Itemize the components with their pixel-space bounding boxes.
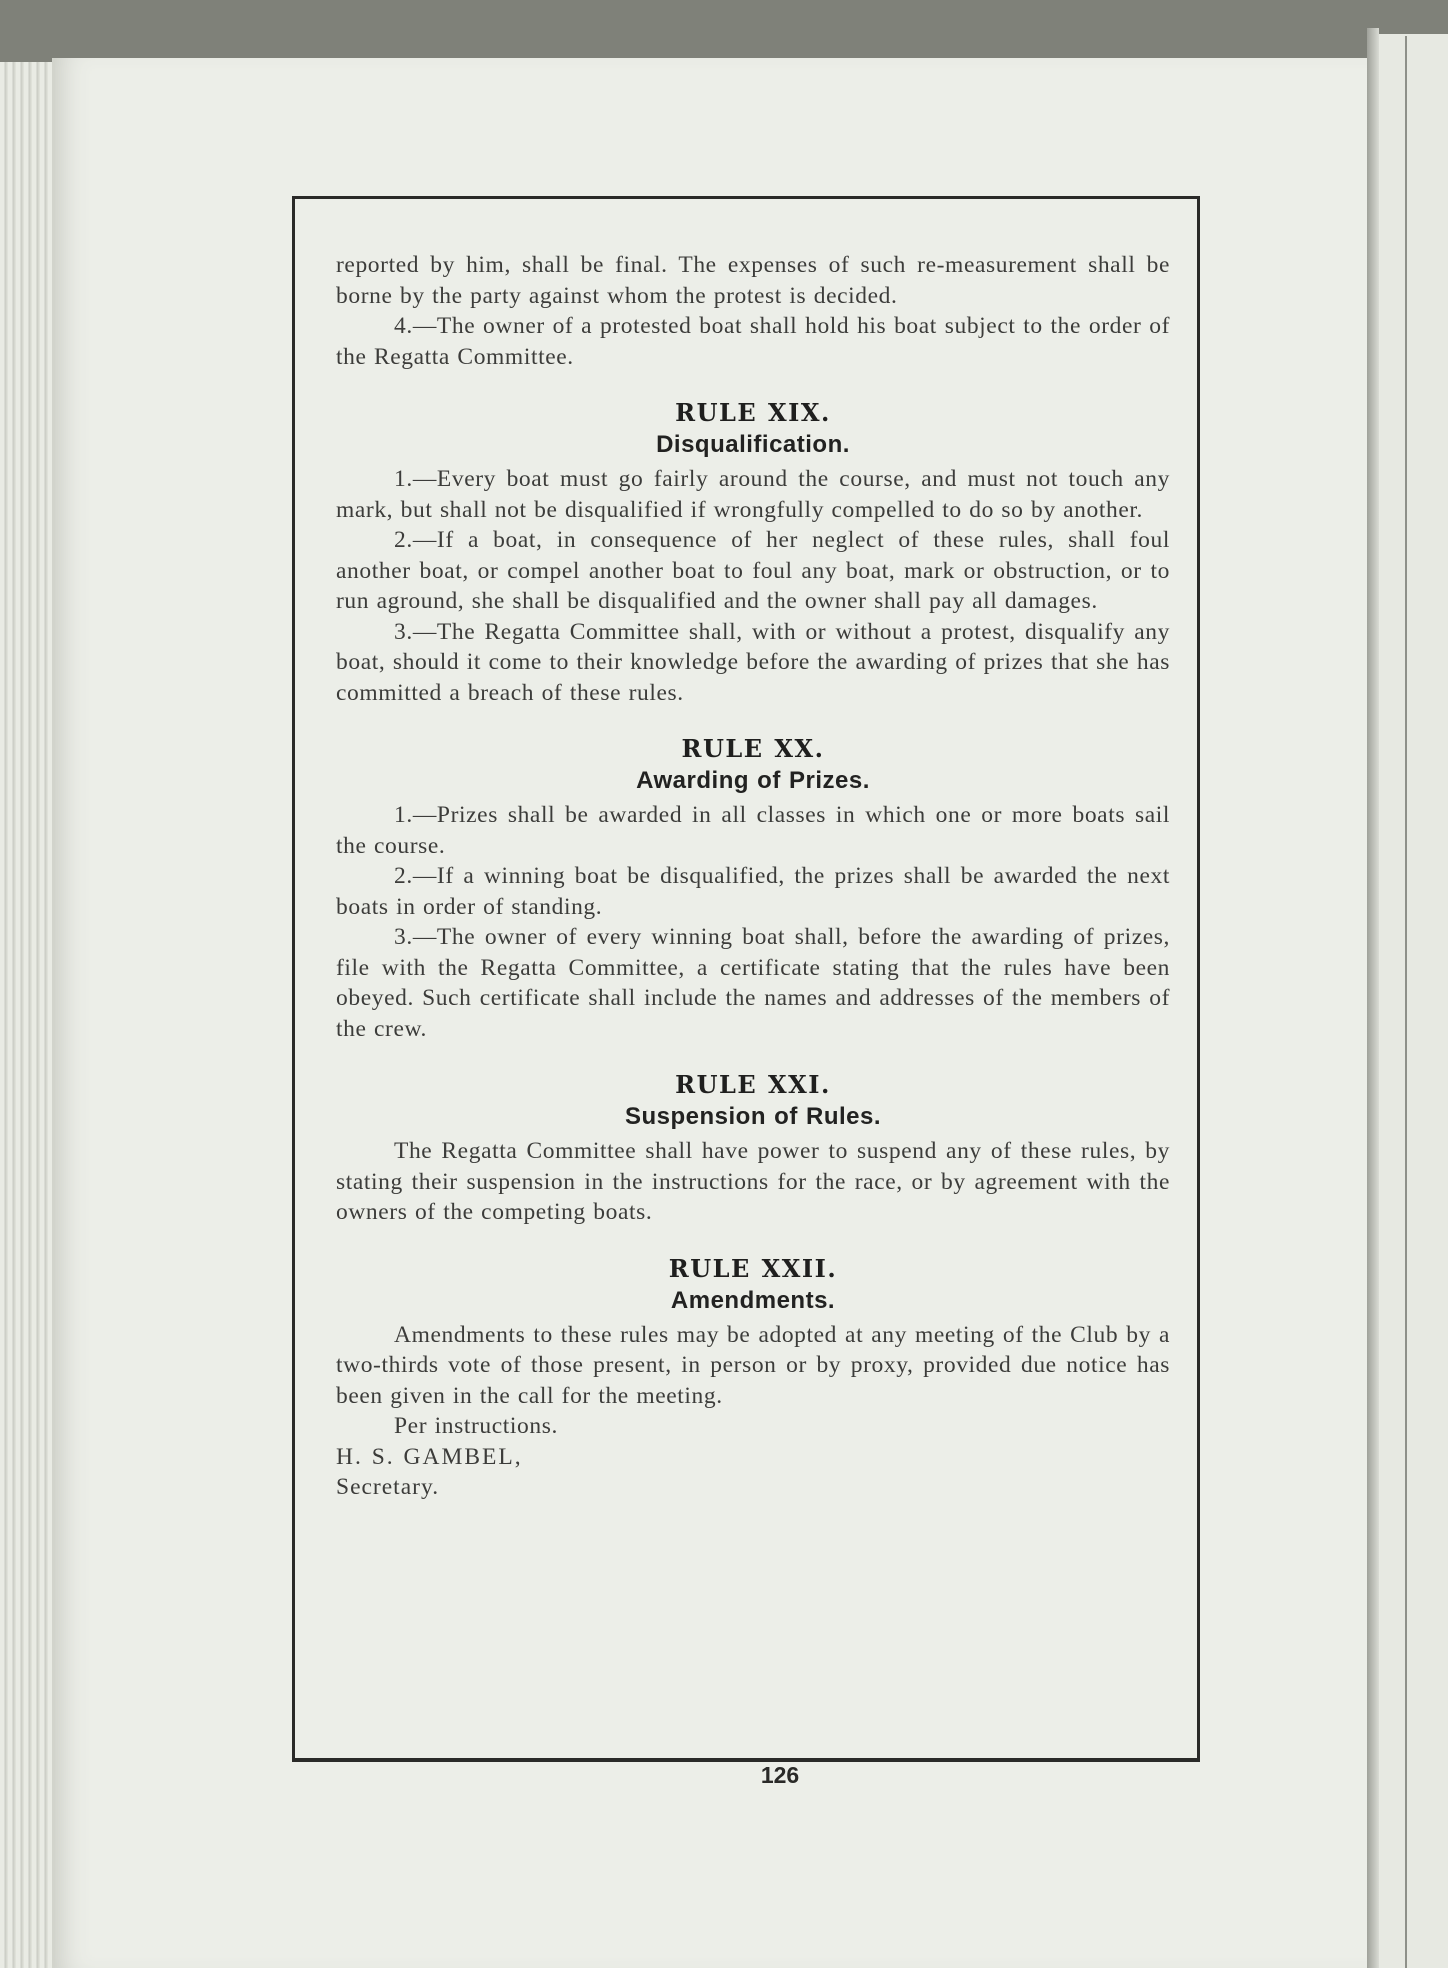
rule-paragraph: 3.—The owner of every winning boat shall, before the awarding of prizes, file with the Regatta Committee, a certificate stating that the rules have been obeyed. Such certificate shall include the names and addresses of the members of the crew.	[336, 924, 1170, 1042]
rule-title: RULE XXII.	[668, 1253, 838, 1283]
rule-section-xxi	[336, 1070, 1170, 1228]
intro-paragraph-1: reported by him, shall be final. The expenses of such re-measurement shall be borne by the party against whom the protest is decided.	[336, 252, 1170, 309]
rule-subtitle: Disqualification.	[656, 431, 850, 458]
rule-title: RULE XIX.	[675, 398, 831, 427]
rule-subtitle: Suspension of Rules.	[624, 1103, 882, 1130]
closing-line: Per instructions.	[394, 1413, 558, 1439]
signature-title: Secretary.	[336, 1474, 440, 1500]
signature-name: H. S. GAMBEL,	[336, 1443, 523, 1470]
page-content	[336, 250, 1170, 1503]
rule-title: RULE XXI.	[675, 1070, 831, 1099]
facing-page-line	[1405, 36, 1407, 1968]
rule-paragraph: 2.—If a winning boat be disqualified, the prizes shall be awarded the next boats in order of standing.	[336, 863, 1170, 920]
rule-paragraph: 3.—The Regatta Committee shall, with or without a protest, disqualify any boat, should it come to their knowledge before the awarding of prizes that she has committed a breach of these rules.	[336, 618, 1170, 706]
rule-paragraph: 1.—Prizes shall be awarded in all classes in which one or more boats sail the course.	[336, 802, 1170, 859]
facing-page-edge	[1379, 34, 1448, 1968]
rule-subtitle: Awarding of Prizes.	[636, 767, 870, 794]
rule-section-xx	[336, 734, 1170, 1044]
rule-paragraph: 1.—Every boat must go fairly around the course, and must not touch any mark, but shall not be disqualified if wrongfully compelled to do so by another.	[336, 466, 1170, 523]
rule-subtitle: Amendments.	[670, 1286, 836, 1314]
rule-paragraph: The Regatta Committee shall have power to suspend any of these rules, by stating their suspension in the instructions for the race, or by agreement with the owners of the competing boats.	[336, 1138, 1170, 1225]
rule-title: RULE XX.	[681, 734, 825, 763]
book-gutter	[1367, 28, 1379, 1968]
rule-paragraph: 2.—If a boat, in consequence of her neglect of these rules, shall foul another boat, or compel another boat to foul any boat, mark or obstruction, or to run aground, she shall be disqualified and the owner shall pay all damages.	[336, 527, 1170, 614]
rule-paragraph: Amendments to these rules may be adopted at any meeting of the Club by a two-thirds vote of those present, in person or by proxy, provided due notice has been given in the call for the meeting.	[336, 1321, 1170, 1409]
rule-section-xxii	[336, 1254, 1170, 1412]
page-number: 126	[760, 1762, 800, 1788]
rule-section-xix	[336, 398, 1170, 708]
intro-paragraph-2: 4.—The owner of a protested boat shall hold his boat subject to the order of the Regatta Committee.	[336, 313, 1170, 370]
